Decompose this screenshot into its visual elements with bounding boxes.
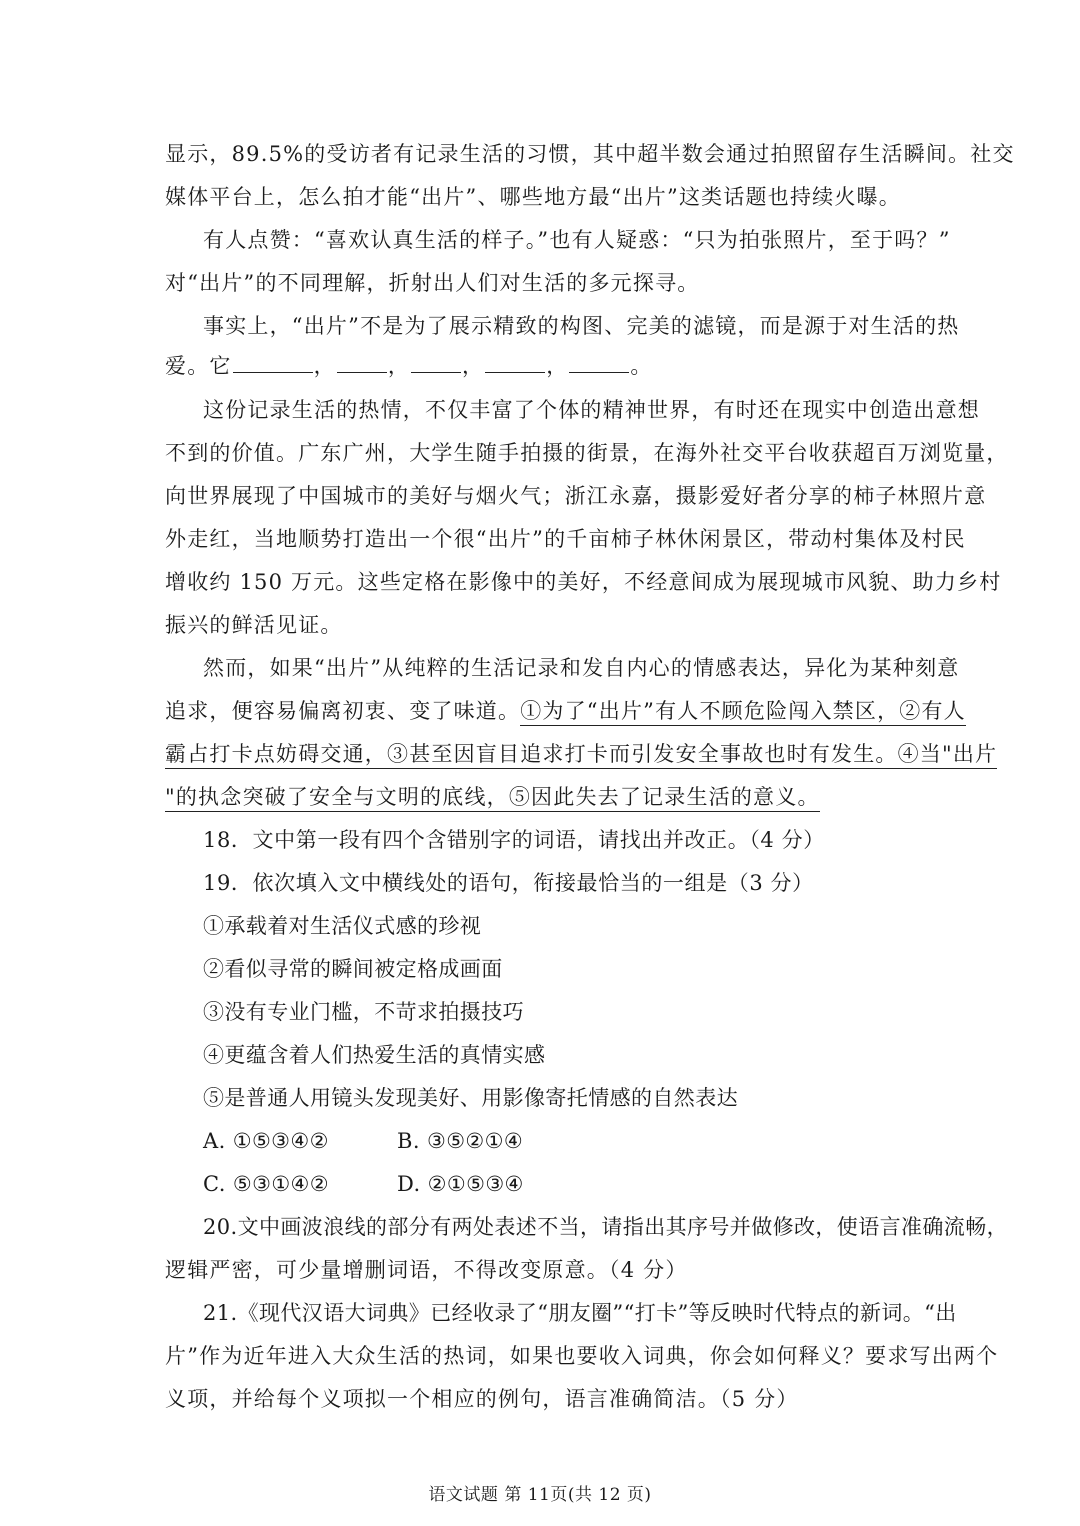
passage-line: 外走红，当地顺势打造出一个很“出片”的千亩柿子林休闲景区，带动村集体及村民 bbox=[165, 527, 966, 551]
question-21-cont: 义项，并给每个义项拟一个相应的例句，语言准确简洁。（5 分） bbox=[165, 1387, 799, 1411]
question-21-cont: 片”作为近年进入大众生活的热词，如果也要收入词典，你会如何释义？要求写出两个 bbox=[165, 1344, 999, 1368]
q19-item: ③没有专业门槛，不苛求拍摄技巧 bbox=[203, 1000, 524, 1024]
q19-options-row-1 bbox=[203, 1127, 963, 1155]
answer-blank-3 bbox=[411, 352, 461, 373]
q19-item: ②看似寻常的瞬间被定格成画面 bbox=[203, 957, 503, 981]
passage-text: 追求，便容易偏离初衷、变了味道。 bbox=[165, 699, 521, 723]
option-c: C. ⑤③①④② bbox=[203, 1172, 330, 1196]
separator: ， bbox=[546, 354, 569, 378]
question-19: 19．依次填入文中横线处的语句，衔接最恰当的一组是（3 分） bbox=[203, 871, 814, 895]
question-18: 18．文中第一段有四个含错别字的词语，请找出并改正。（4 分） bbox=[203, 828, 825, 852]
underlined-text: "的执念突破了安全与文明的底线，⑤因此失去了记录生活的意义。 bbox=[165, 785, 820, 812]
passage-line: 媒体平台上，怎么拍才能“出片”、哪些地方最“出片”这类话题也持续火曝。 bbox=[165, 185, 901, 209]
passage-text: 爱。它 bbox=[165, 354, 232, 378]
passage-line: 增收约 150 万元。这些定格在影像中的美好，不经意间成为展现城市风貌、助力乡村 bbox=[165, 570, 1002, 594]
page-footer: 语文试题 第 11页(共 12 页) bbox=[428, 1485, 652, 1505]
passage-line: 向世界展现了中国城市的美好与烟火气；浙江永嘉，摄影爱好者分享的柿子林照片意 bbox=[165, 484, 987, 508]
passage-line: 事实上，“出片”不是为了展示精致的构图、完美的滤镜，而是源于对生活的热 bbox=[203, 314, 960, 338]
question-21: 21.《现代汉语大词典》已经收录了“朋友圈”“打卡”等反映时代特点的新词。“出 bbox=[203, 1301, 957, 1325]
q19-item: ⑤是普通人用镜头发现美好、用影像寄托情感的自然表达 bbox=[203, 1086, 738, 1110]
question-20: 20.文中画波浪线的部分有两处表述不当，请指出其序号并做修改，使语言准确流畅， bbox=[203, 1215, 1008, 1239]
passage-line bbox=[165, 740, 998, 768]
underlined-text: 霸占打卡点妨碍交通，③甚至因盲目追求打卡而引发安全事故也时有发生。④当"出片 bbox=[165, 742, 997, 769]
passage-line: 振兴的鲜活见证。 bbox=[165, 613, 343, 637]
option-d: D. ②①⑤③④ bbox=[397, 1172, 524, 1196]
end-mark: 。 bbox=[630, 354, 653, 378]
answer-blank-4 bbox=[485, 352, 545, 373]
option-a: A. ①⑤③④② bbox=[203, 1129, 329, 1153]
passage-line: 不到的价值。广东广州，大学生随手拍摄的街景，在海外社交平台收获超百万浏览量， bbox=[165, 441, 1009, 465]
q19-options-row-2 bbox=[203, 1170, 963, 1198]
passage-line bbox=[165, 783, 925, 811]
fill-blank-line bbox=[165, 352, 925, 380]
answer-blank-2 bbox=[337, 352, 387, 373]
passage-line: 然而，如果“出片”从纯粹的生活记录和发自内心的情感表达，异化为某种刻意 bbox=[203, 656, 960, 680]
q19-item: ①承载着对生活仪式感的珍视 bbox=[203, 914, 482, 938]
answer-blank-1 bbox=[233, 352, 313, 373]
answer-blank-5 bbox=[569, 352, 629, 373]
passage-line bbox=[165, 697, 966, 725]
passage-line: 显示，89.5%的受访者有记录生活的习惯，其中超半数会通过拍照留存生活瞬间。社交 bbox=[165, 142, 1015, 166]
question-20-cont: 逻辑严密，可少量增删词语，不得改变原意。（4 分） bbox=[165, 1258, 688, 1282]
option-b: B. ③⑤②①④ bbox=[397, 1129, 524, 1153]
q19-item: ④更蕴含着人们热爱生活的真情实感 bbox=[203, 1043, 546, 1067]
underlined-text: ①为了“出片”有人不顾危险闯入禁区，②有人 bbox=[520, 699, 966, 726]
passage-line: 这份记录生活的热情，不仅丰富了个体的精神世界，有时还在现实中创造出意想 bbox=[203, 398, 980, 422]
passage-line: 有人点赞：“喜欢认真生活的样子。”也有人疑惑：“只为拍张照片，至于吗？” bbox=[203, 228, 951, 252]
separator: ， bbox=[387, 354, 411, 378]
separator: ， bbox=[313, 354, 336, 378]
separator: ， bbox=[462, 354, 485, 378]
passage-line: 对“出片”的不同理解，折射出人们对生活的多元探寻。 bbox=[165, 271, 700, 295]
